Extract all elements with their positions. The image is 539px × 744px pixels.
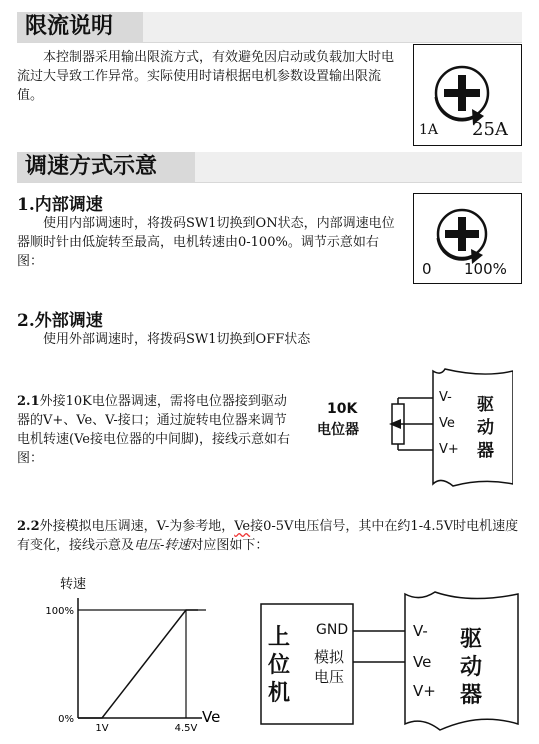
chart-x-label: Ve <box>202 708 221 726</box>
external-speed-heading: 2.外部调速 <box>17 311 103 331</box>
analog-label-2: 电压 <box>314 668 345 686</box>
internal-speed-paragraph: 使用内部调速时，将拨码SW1切换到ON状态，内部调速电位器顺时针由低旋转至最高，电机转速由0-100%。调节示意如右图： <box>17 216 395 269</box>
host-pin-ve: Ve <box>413 653 432 671</box>
knob-max-label: 100% <box>464 260 507 278</box>
host-driver-char-2: 动 <box>460 655 483 680</box>
analog-text-a: 外接模拟电压调速，V-为参考地， <box>39 519 235 534</box>
analog-text-ve: Ve <box>234 519 251 534</box>
speed-knob-box <box>413 193 522 284</box>
analog-text-c: 对应图如下： <box>190 538 269 553</box>
analog-voltage-paragraph <box>17 517 522 555</box>
chart-series-line <box>78 610 198 718</box>
pin-v-plus: V+ <box>439 442 459 457</box>
internal-speed-heading: 1.内部调速 <box>17 195 103 215</box>
external-speed-paragraph: 使用外部调速时，将拨码SW1切换到OFF状态 <box>17 332 311 347</box>
analog-label-1: 模拟 <box>314 648 345 666</box>
section-title: 调速方式示意 <box>17 152 195 182</box>
analog-text-b: 接0-5V电压信号，其中在约1-4.5V时电机速度有变化，接线示意及 <box>17 519 519 553</box>
host-pin-v-minus: V- <box>413 622 428 640</box>
chart-y-label: 转速 <box>60 577 87 592</box>
current-limit-paragraph: 本控制器采用输出限流方式，有效避免因启动或负载加大时电流过大导致工作异常。实际使用时请根据电机参数设置输出限流值。 <box>17 50 395 103</box>
knob-max-label: 25A <box>472 119 508 140</box>
host-driver-char-3: 器 <box>460 683 483 708</box>
analog-prefix: 2.2 <box>17 519 40 534</box>
driver-char-1: 驱 <box>477 395 494 415</box>
chart-x-tick-4v5: 4.5V <box>174 723 198 734</box>
host-pin-v-plus: V+ <box>413 682 436 700</box>
potentiometer-prefix: 2.1 <box>17 394 40 409</box>
host-char-3: 机 <box>268 681 291 706</box>
analog-text-italic: 电压-转速 <box>134 538 191 553</box>
chart-x-tick-1v: 1V <box>95 723 109 734</box>
chart-y-tick-0: 0% <box>58 714 74 725</box>
section-title: 限流说明 <box>17 12 143 42</box>
host-char-1: 上 <box>268 625 291 650</box>
knob-min-label: 1A <box>419 122 439 138</box>
driver-char-3: 器 <box>477 441 494 461</box>
potentiometer-wiring-diagram <box>313 366 513 488</box>
potentiometer-paragraph <box>17 392 299 468</box>
pot-label-name: 电位器 <box>317 422 359 438</box>
pin-v-minus: V- <box>439 390 452 405</box>
voltage-speed-chart <box>20 570 235 740</box>
potentiometer-text: 外接10K电位器调速，需将电位器接到驱动器的V+、Ve、V-接口；通过旋转电位器来调节电机转速(Ve接电位器的中间脚)，接线示意如右图： <box>17 394 291 466</box>
driver-char-2: 动 <box>477 418 494 438</box>
chart-y-tick-100: 100% <box>45 606 74 617</box>
host-driver-char-1: 驱 <box>460 627 483 652</box>
gnd-label: GND <box>316 622 349 638</box>
section-header-current-limit <box>17 12 522 43</box>
current-limit-knob-box <box>413 44 522 146</box>
pot-label-10k: 10K <box>327 401 358 417</box>
knob-min-label: 0 <box>422 260 432 278</box>
section-header-speed-control <box>17 152 522 183</box>
pin-ve: Ve <box>439 416 455 431</box>
host-wiring-diagram <box>260 590 520 740</box>
host-char-2: 位 <box>268 653 291 678</box>
